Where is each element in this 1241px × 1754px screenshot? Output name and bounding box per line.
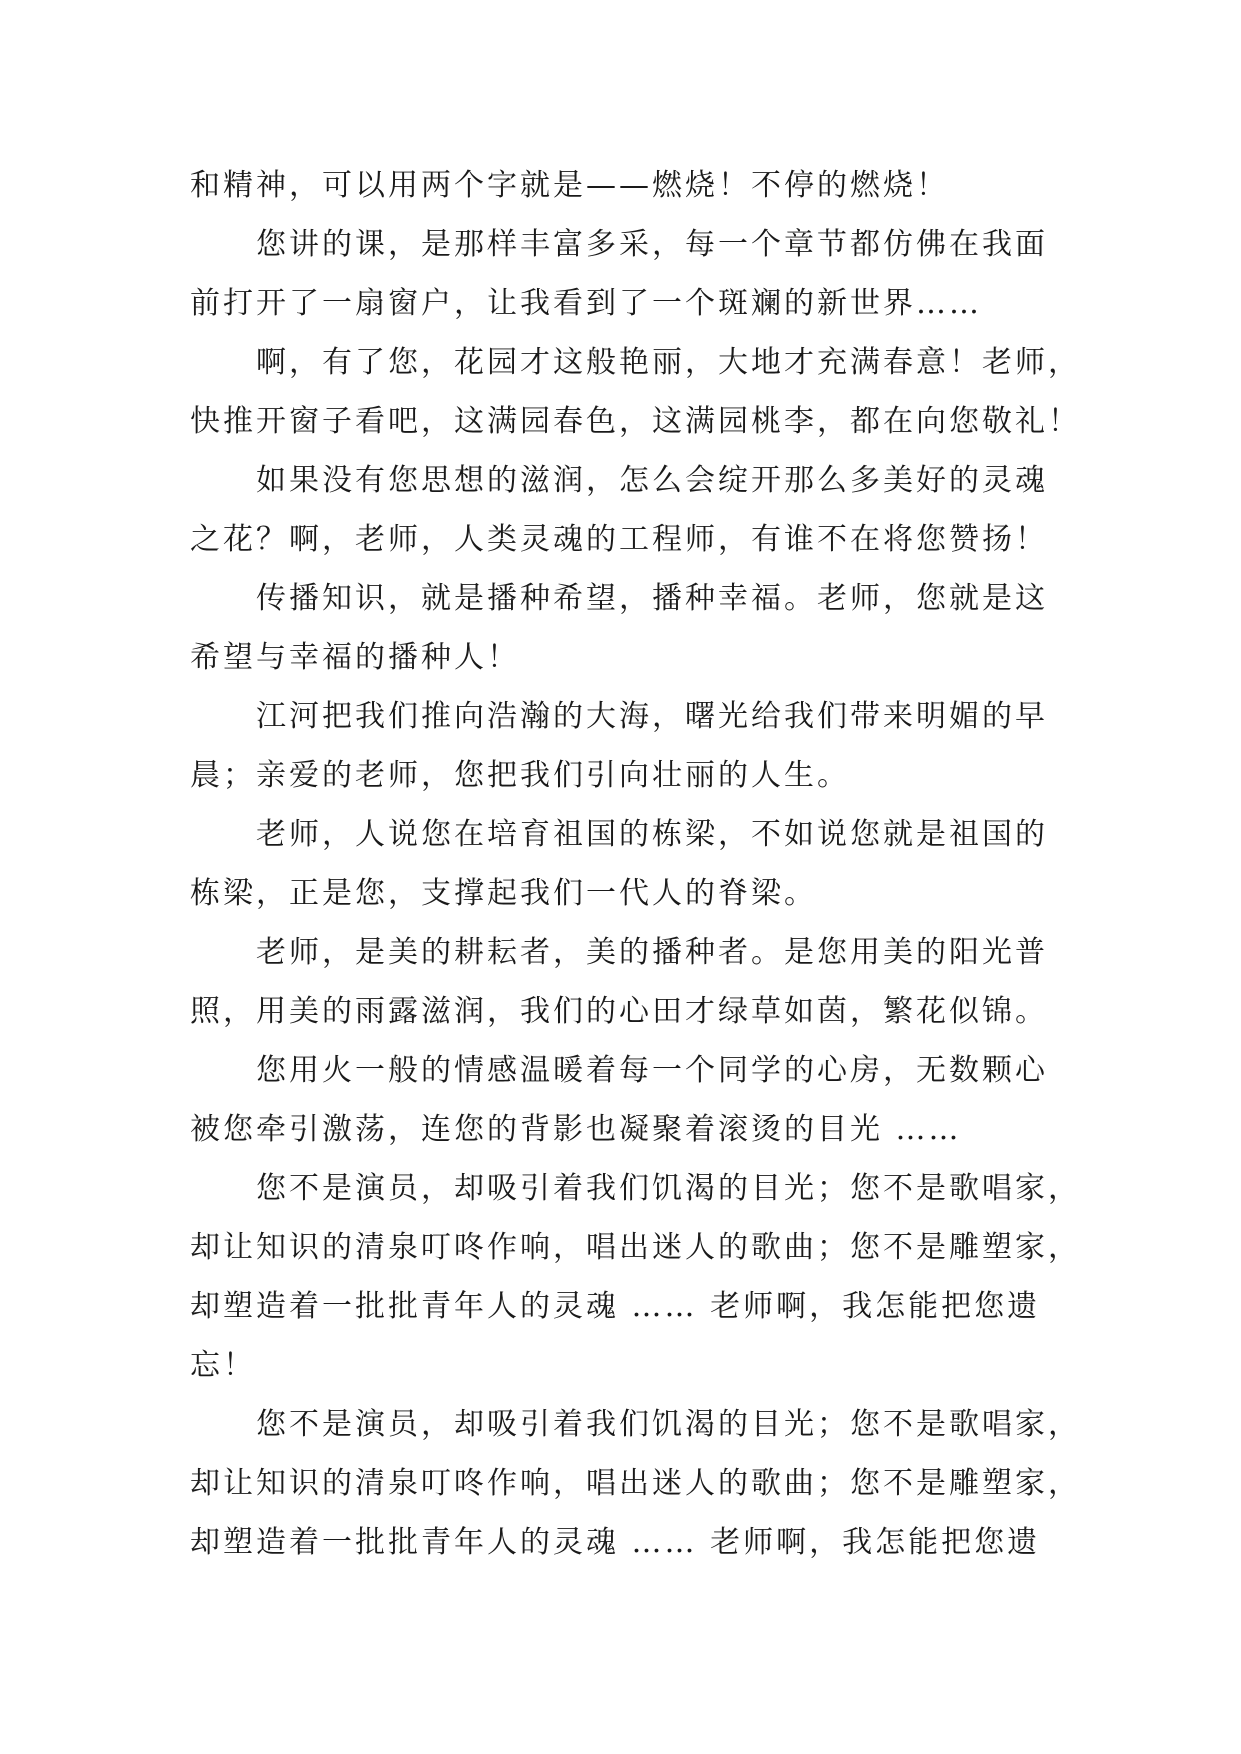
- text-line: 您讲的课，是那样丰富多采，每一个章节都仿佛在我面: [256, 227, 1048, 262]
- text-line: 之花？啊，老师，人类灵魂的工程师，有谁不在将您赞扬！: [190, 522, 1048, 557]
- text-line: 照，用美的雨露滋润，我们的心田才绿草如茵，繁花似锦。: [190, 994, 1048, 1029]
- text-line: 老师，是美的耕耘者，美的播种者。是您用美的阳光普: [256, 935, 1048, 970]
- text-line: 和精神，可以用两个字就是——燃烧！不停的燃烧！: [190, 168, 949, 203]
- text-line: 您用火一般的情感温暖着每一个同学的心房，无数颗心: [256, 1053, 1048, 1088]
- text-line: 却让知识的清泉叮咚作响，唱出迷人的歌曲；您不是雕塑家，: [190, 1230, 1081, 1265]
- text-line: 啊，有了您，花园才这般艳丽，大地才充满春意！老师，: [256, 345, 1081, 380]
- text-line: 却塑造着一批批青年人的灵魂 …… 老师啊，我怎能把您遗: [190, 1525, 1041, 1560]
- text-line: 您不是演员，却吸引着我们饥渴的目光；您不是歌唱家，: [256, 1171, 1081, 1206]
- text-line: 晨；亲爱的老师，您把我们引向壮丽的人生。: [190, 758, 850, 793]
- text-line: 希望与幸福的播种人！: [190, 640, 520, 675]
- text-line: 却让知识的清泉叮咚作响，唱出迷人的歌曲；您不是雕塑家，: [190, 1466, 1081, 1501]
- text-line: 您不是演员，却吸引着我们饥渴的目光；您不是歌唱家，: [256, 1407, 1081, 1442]
- text-line: 快推开窗子看吧，这满园春色，这满园桃李，都在向您敬礼！: [190, 404, 1081, 439]
- text-line: 前打开了一扇窗户，让我看到了一个斑斓的新世界……: [190, 286, 982, 321]
- text-line: 忘！: [190, 1348, 256, 1383]
- text-line: 栋梁，正是您，支撑起我们一代人的脊梁。: [190, 876, 817, 911]
- text-line: 如果没有您思想的滋润，怎么会绽开那么多美好的灵魂: [256, 463, 1048, 498]
- document-body: [190, 156, 1081, 1572]
- text-line: 传播知识，就是播种希望，播种幸福。老师，您就是这: [256, 581, 1048, 616]
- text-line: 江河把我们推向浩瀚的大海，曙光给我们带来明媚的早: [256, 699, 1048, 734]
- text-line: 老师，人说您在培育祖国的栋梁，不如说您就是祖国的: [256, 817, 1048, 852]
- text-line: 却塑造着一批批青年人的灵魂 …… 老师啊，我怎能把您遗: [190, 1289, 1041, 1324]
- text-line: 被您牵引激荡，连您的背影也凝聚着滚烫的目光 ……: [190, 1112, 962, 1147]
